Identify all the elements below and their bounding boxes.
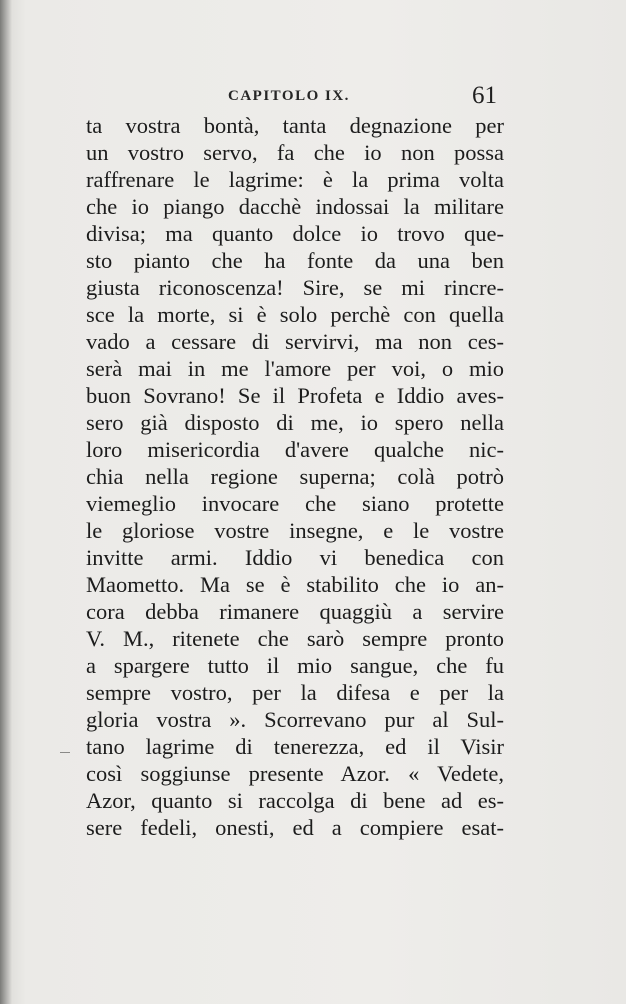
text-line: buon Sovrano! Se il Profeta e Iddio aves- [86,383,504,408]
text-line: V. M., ritenete che sarò sempre pronto [86,626,504,651]
text-line: sto pianto che ha fonte da una ben [86,248,504,273]
text-line: tano lagrime di tenerezza, ed il Visir [86,734,504,759]
text-line: chia nella regione superna; colà potrò [86,464,504,489]
text-line: loro misericordia d'avere qualche nic- [86,437,504,462]
text-line: che io piango dacchè indossai la militare [86,194,504,219]
text-line: a spargere tutto il mio sangue, che fu [86,653,504,678]
running-title: CAPITOLO IX. [228,88,350,104]
text-line: divisa; ma quanto dolce io trovo que- [86,221,504,246]
text-line: vado a cessare di servirvi, ma non ces- [86,329,504,354]
text-line: serà mai in me l'amore per voi, o mio [86,356,504,381]
text-line: gloria vostra ». Scorrevano pur al Sul- [86,707,504,732]
text-line: Azor, quanto si raccolga di bene ad es- [86,788,504,813]
text-line: così soggiunse presente Azor. « Vedete, [86,761,504,786]
text-line: viemeglio invocare che siano protette [86,491,504,516]
text-line: raffrenare le lagrime: è la prima volta [86,167,504,192]
text-line: sempre vostro, per la difesa e per la [86,680,504,705]
margin-mark [60,752,70,753]
body-text [86,112,504,841]
text-line: ta vostra bontà, tanta degnazione per [86,113,504,138]
text-line: le gloriose vostre insegne, e le vostre [86,518,504,543]
text-line: sce la morte, si è solo perchè con quella [86,302,504,327]
text-line: un vostro servo, fa che io non possa [86,140,504,165]
text-line: sero già disposto di me, io spero nella [86,410,504,435]
text-line: invitte armi. Iddio vi benedica con [86,545,504,570]
page-spine-shadow [0,0,12,1004]
page-number: 61 [472,82,497,109]
text-line: cora debba rimanere quaggiù a servire [86,599,504,624]
text-line: giusta riconoscenza! Sire, se mi rincre- [86,275,504,300]
page-header [0,82,626,112]
text-line: sere fedeli, onesti, ed a compiere esat- [86,815,504,840]
text-line: Maometto. Ma se è stabilito che io an- [86,572,504,597]
